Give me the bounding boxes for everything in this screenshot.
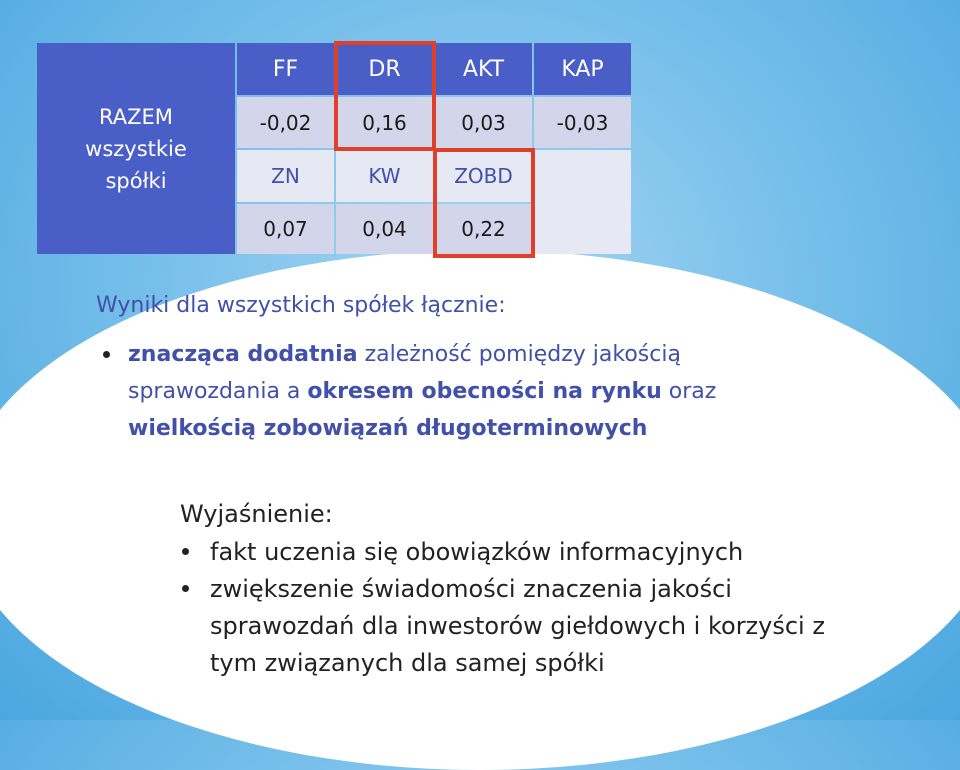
explanation-item-2: zwiększenie świadomości znaczenia jakości sprawozdań dla inwestorów giełdowych i korzyści z tym związanych dla samej spółki [210, 575, 825, 677]
header-zn: ZN [237, 150, 334, 202]
razem-line-3: spółki [105, 168, 167, 193]
header-kw: KW [336, 150, 433, 202]
value-kap: -0,03 [534, 97, 631, 148]
bullet-dot [103, 351, 110, 358]
explanation-item-1: fakt uczenia się obowiązków informacyjnych [210, 538, 744, 566]
bold-part-1: znacząca dodatnia [128, 342, 358, 367]
explanation-title: Wyjaśnienie: [180, 500, 333, 528]
plain-part-2: oraz [661, 379, 717, 404]
plain-part-1: zależność pomiędzy jakością sprawozdania a [128, 342, 681, 404]
value-zobd: 0,22 [435, 204, 532, 254]
value-zn: 0,07 [237, 204, 334, 254]
highlight-zobd [433, 148, 535, 258]
empty-cell [534, 150, 631, 254]
bullet-dot [182, 548, 189, 555]
results-table [37, 43, 631, 256]
highlight-dr [334, 41, 436, 151]
bullet-dot [182, 585, 189, 592]
header-dr: DR [336, 43, 433, 95]
razem-line-1: RAZEM [99, 104, 173, 129]
bold-part-2: okresem obecności na rynku [307, 379, 662, 404]
bold-part-3: wielkością zobowiązań długoterminowych [128, 416, 648, 441]
razem-line-2: wszystkie [85, 136, 187, 161]
header-kap: KAP [534, 43, 631, 95]
value-akt: 0,03 [435, 97, 532, 148]
header-akt: AKT [435, 43, 532, 95]
razem-cell [37, 43, 235, 254]
value-kw: 0,04 [336, 204, 433, 254]
background-ellipse [0, 250, 960, 770]
summary-bullet [128, 336, 808, 447]
value-dr: 0,16 [336, 97, 433, 148]
header-ff: FF [237, 43, 334, 95]
summary-title: Wyniki dla wszystkich spółek łącznie: [96, 293, 506, 318]
header-zobd: ZOBD [435, 150, 532, 202]
value-ff: -0,02 [237, 97, 334, 148]
